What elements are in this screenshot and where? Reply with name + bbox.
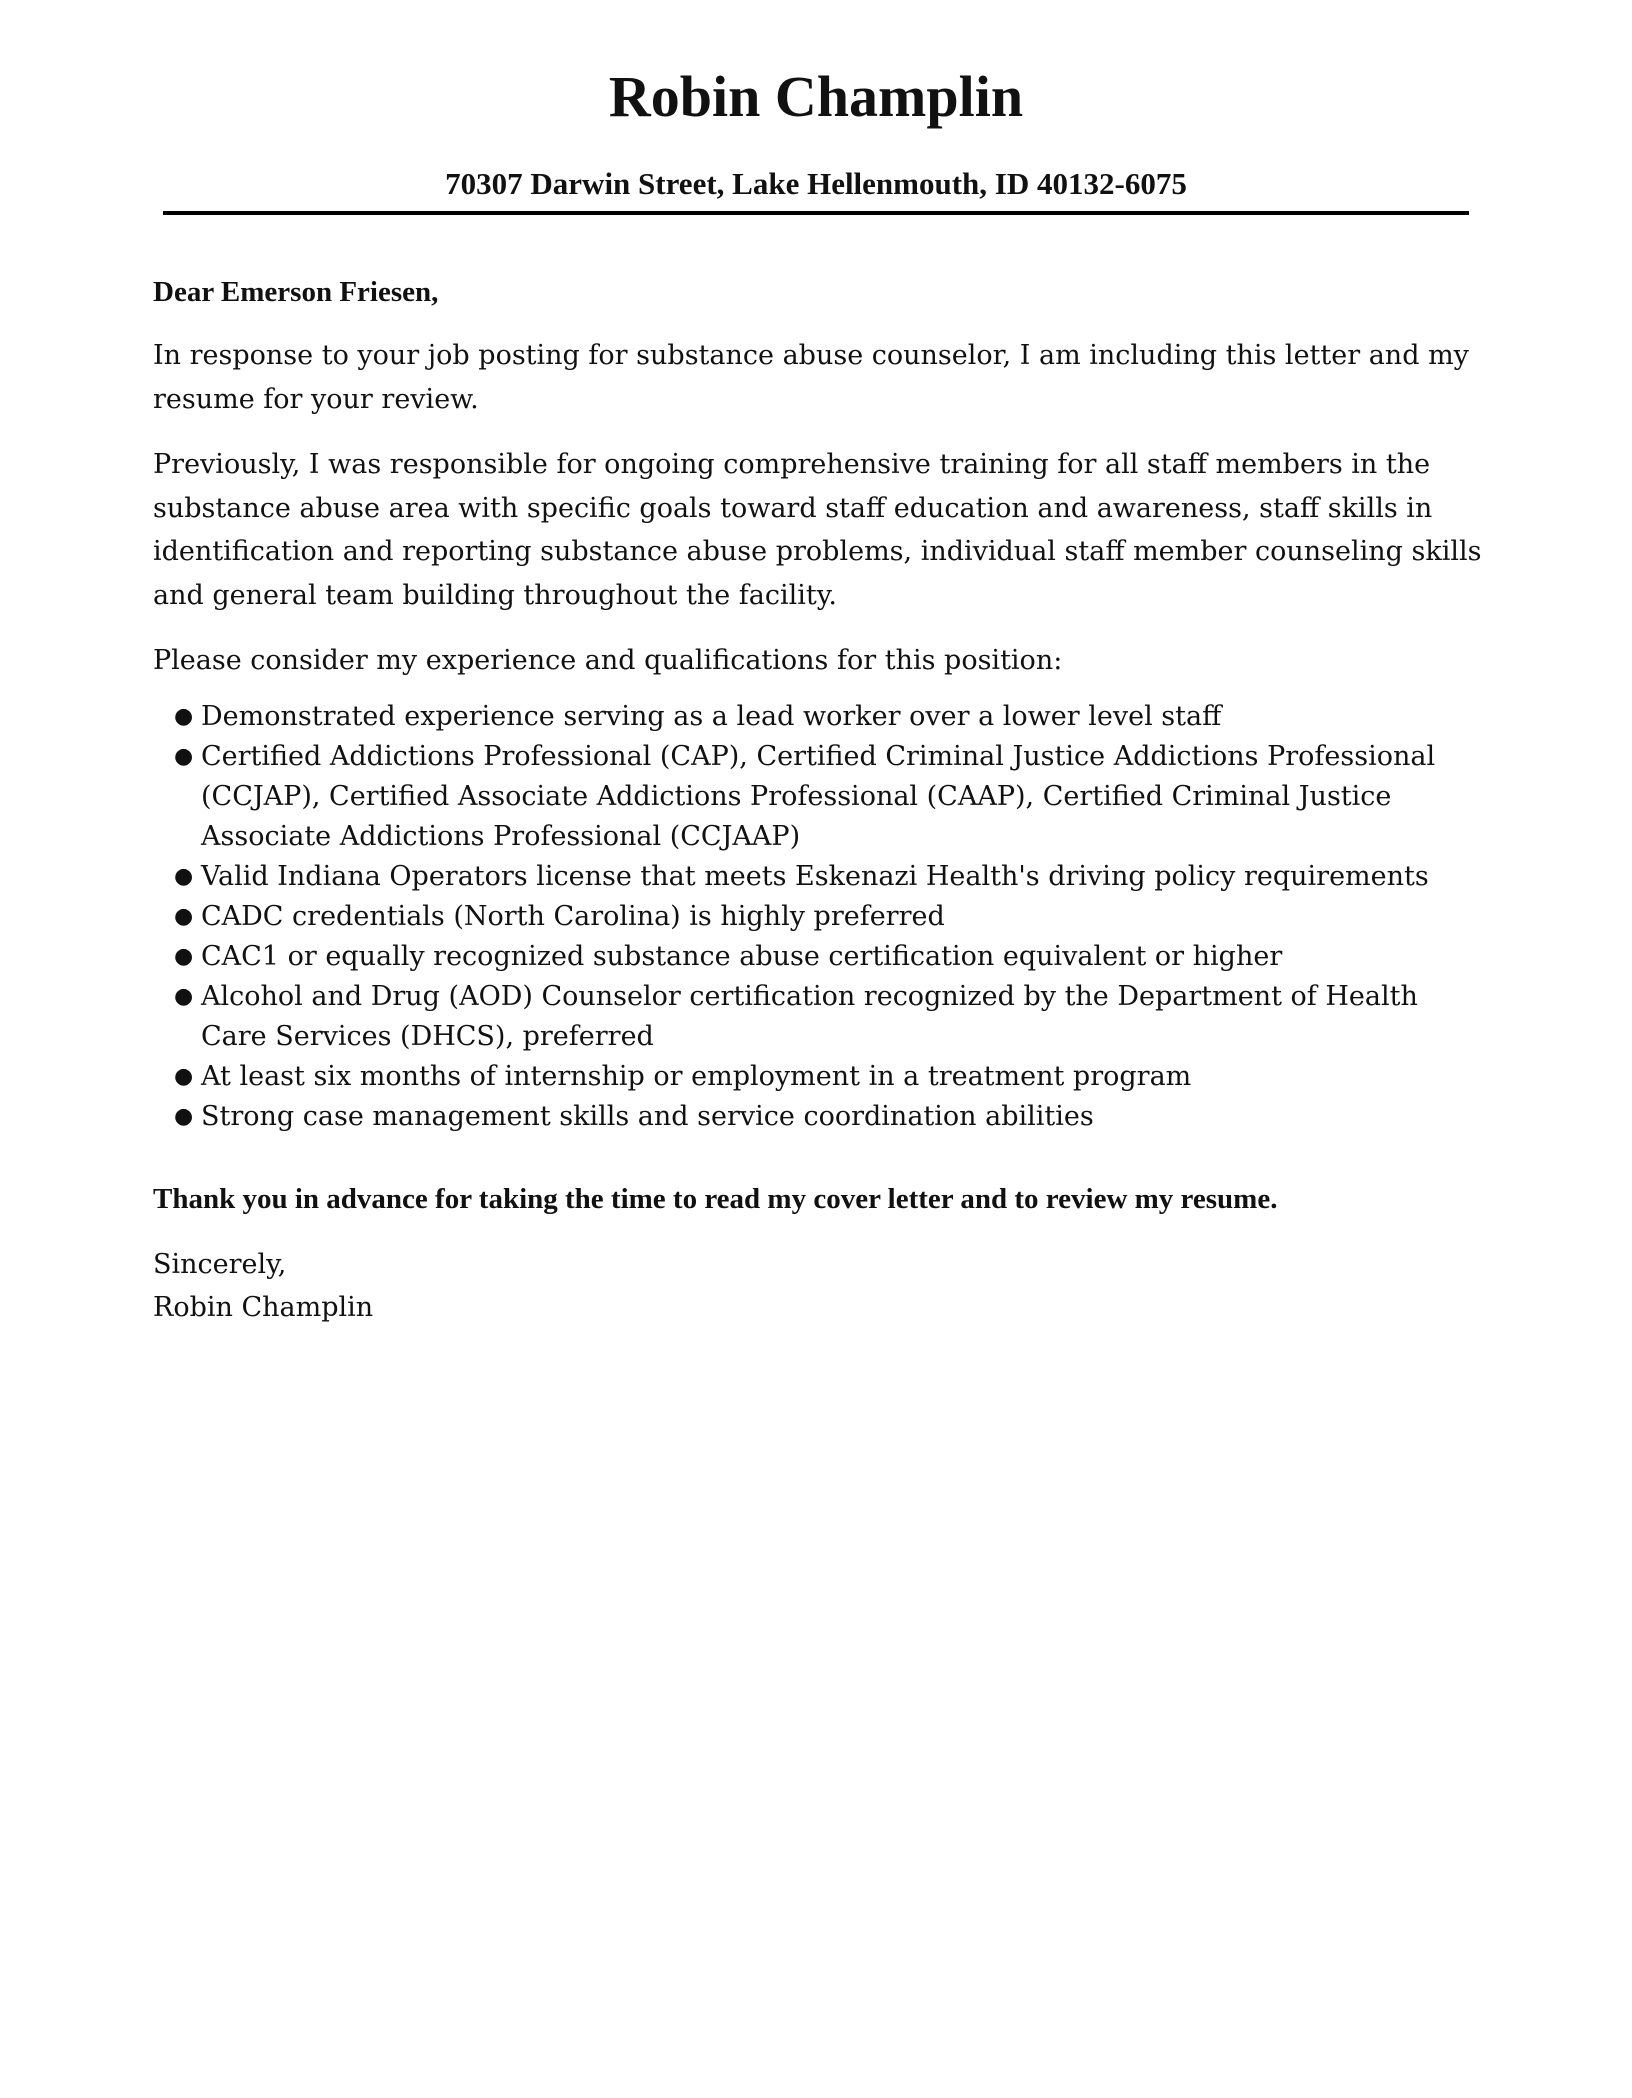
list-item <box>174 1057 1483 1097</box>
list-item <box>174 1097 1483 1137</box>
bullet-icon: ● <box>174 703 194 729</box>
list-item <box>174 977 1483 1057</box>
signature-name: Robin Champlin <box>153 1291 374 1323</box>
paragraph-intro: In response to your job posting for substance abuse counselor, I am including this letter and my resume for your review. <box>153 340 1469 415</box>
paragraph-experience: Previously, I was responsible for ongoing comprehensive training for all staff members in the substance abuse area with specific goals toward staff education and awareness, staff skills in identification and reporting substance abuse problems, individual staff member counseling skills and general team building throughout the facility. <box>153 449 1482 611</box>
valediction: Sincerely, <box>153 1248 287 1280</box>
qualifications-list <box>153 697 1483 1137</box>
list-item <box>174 897 1483 937</box>
applicant-name: Robin Champlin <box>608 64 1024 129</box>
list-item-text: CAC1 or equally recognized substance abuse certification equivalent or higher <box>201 940 1283 972</box>
list-item-text: At least six months of internship or employment in a treatment program <box>201 1060 1192 1092</box>
list-item-text: CADC credentials (North Carolina) is highly preferred <box>201 900 945 932</box>
bullet-icon: ● <box>174 1103 194 1129</box>
list-item <box>174 737 1483 857</box>
closing-statement: Thank you in advance for taking the time to read my cover letter and to review my resume. <box>153 1182 1278 1215</box>
paragraph-qualifications-intro: Please consider my experience and qualifications for this position: <box>153 645 1063 676</box>
list-item <box>174 937 1483 977</box>
bullet-icon: ● <box>174 863 194 889</box>
letter-body <box>153 272 1483 1329</box>
applicant-address: 70307 Darwin Street, Lake Hellenmouth, ID 40132-6075 <box>445 166 1187 201</box>
list-item-text: Strong case management skills and service coordination abilities <box>201 1100 1094 1132</box>
header-divider <box>163 211 1469 215</box>
bullet-icon: ● <box>174 943 194 969</box>
list-item-text: Certified Addictions Professional (CAP), Certified Criminal Justice Addictions Professional (CCJAP), Certified Associate Addictions Professional (CAAP), Certified Criminal Justice Associate Addictions Professional (CCJAAP) <box>201 740 1436 852</box>
salutation: Dear Emerson Friesen, <box>153 276 439 308</box>
bullet-icon: ● <box>174 1063 194 1089</box>
bullet-icon: ● <box>174 743 194 769</box>
list-item-text: Valid Indiana Operators license that meets Eskenazi Health's driving policy requirements <box>201 860 1429 892</box>
list-item <box>174 857 1483 897</box>
list-item-text: Alcohol and Drug (AOD) Counselor certification recognized by the Department of Health Care Services (DHCS), preferred <box>201 980 1418 1052</box>
bullet-icon: ● <box>174 903 194 929</box>
list-item <box>174 697 1483 737</box>
bullet-icon: ● <box>174 983 194 1009</box>
list-item-text: Demonstrated experience serving as a lead worker over a lower level staff <box>201 700 1222 732</box>
